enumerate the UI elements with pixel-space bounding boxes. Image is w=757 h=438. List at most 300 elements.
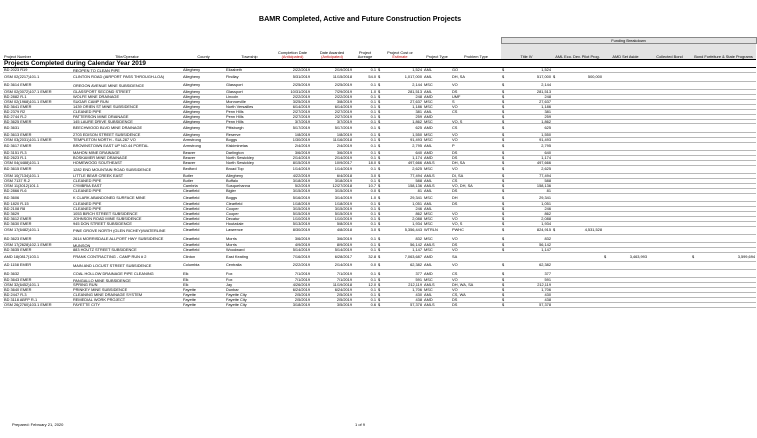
cell-acreage: 0.1 [353, 81, 377, 89]
cell-township: Clearfield [225, 202, 274, 207]
cell-county: Butler [182, 174, 225, 179]
cell-title: PRINKEY MINE SUBSIDENCE [72, 288, 182, 293]
amount-value: 1,706 [412, 287, 422, 293]
cell-problem-type: DS [451, 202, 501, 207]
cell-project-number: BD 1820 R-15 [3, 202, 72, 207]
table-row [3, 302, 756, 307]
cell-township: Allegheny [225, 174, 274, 179]
cell-project-type: AML [423, 90, 451, 95]
cell-completion-date: 7/16/2019 [274, 253, 311, 261]
cell-title: MAHON MINE DRAINAGE [72, 151, 182, 156]
cell-township: Broad Top [225, 165, 274, 173]
cell-completion-date: 7/1/2019 [274, 278, 311, 283]
dollar-sign: $ [692, 254, 695, 260]
cell-completion-date: 8/30/2019 [274, 226, 311, 234]
cell-acreage: 18.0 [353, 160, 377, 165]
cell-project-type: MSC [423, 104, 451, 109]
amount-value: 281,513 [536, 89, 551, 95]
cell-collected-bond [648, 81, 691, 89]
cell-project-number: OSM 11(3012)101.1 [3, 183, 72, 188]
cell-township: Pittsburgh [225, 124, 274, 132]
cell-township: Fox [225, 270, 274, 278]
amount-value: 27,637 [410, 98, 422, 104]
amount-value: 2,625 [412, 166, 422, 172]
amount-value: 1,934 [541, 220, 551, 226]
cell-project-type: MSC [423, 248, 451, 253]
cell-aml-eco-dev [552, 253, 603, 261]
cell-project-type: AML [423, 68, 451, 73]
cell-township: Monroeville [225, 99, 274, 104]
dollar-sign: $ [502, 287, 505, 293]
cell-acreage: 3.0 [353, 174, 377, 179]
dollar-sign: $ [604, 254, 607, 260]
amount-value: 640 [415, 150, 422, 156]
amount-value: 625 [544, 125, 551, 131]
dollar-sign: $ [502, 182, 505, 188]
dollar-sign: $ [502, 187, 505, 193]
dollar-sign: $ [502, 277, 505, 283]
cell-title: PANGALLO MINE SUBSIDENCE [72, 278, 182, 283]
cell-county: Clearfield [182, 226, 225, 234]
col-header-completion-date [274, 44, 311, 60]
col-header-problem-type: Problem Type [451, 44, 501, 60]
cell-township: East Keating [225, 253, 274, 261]
cell-date-awarded: 1/14/2019 [311, 165, 353, 173]
cell-problem-type: DS [451, 155, 501, 160]
cell-amd-set-aside [603, 226, 648, 234]
amount-value: 1,524 [541, 67, 551, 73]
cell-date-awarded: 3/18/2019 [311, 179, 353, 184]
cell-date-awarded: 5/14/2019 [311, 248, 353, 253]
cell-project-type: AMLS [423, 302, 451, 307]
cell-date-awarded: 3/15/2019 [311, 207, 353, 212]
cell-acreage: 0.1 [353, 119, 377, 124]
col-header-project-acreage: Project Acreage [353, 44, 377, 60]
cell-county: Clearfield [182, 235, 225, 243]
cell-township: Penn Hills [225, 114, 274, 119]
prepared-date: Prepared: February 21, 2020 [12, 422, 64, 427]
cell-project-type: MSC [423, 132, 451, 137]
cell-acreage: 0.0 [353, 188, 377, 193]
cell-township: Boggs [225, 193, 274, 201]
cell-township: Fayette City [225, 293, 274, 298]
amount-value: 3,599,694 [737, 254, 756, 260]
cell-project-number: BD 3613 EMER [3, 132, 72, 137]
cell-township: Elizabeth [225, 68, 274, 73]
cell-completion-date: 5/15/2019 [274, 211, 311, 216]
amount-value: 259 [415, 113, 422, 119]
cell-title: CLEANED PIPE [72, 207, 182, 212]
amount-value: 62,382 [410, 262, 422, 268]
cell-aml-eco-dev [552, 302, 603, 307]
dollar-sign: $ [378, 67, 381, 73]
cell-problem-type: DH, SA [451, 73, 501, 81]
amount-value: 246 [415, 206, 422, 212]
cell-aml-eco-dev [552, 193, 603, 201]
cell-completion-date: 3/25/2019 [274, 99, 311, 104]
dollar-sign: $ [502, 178, 505, 184]
report-title: BAMR Completed, Active and Future Construction Projects [258, 14, 462, 23]
cell-project-number: BD 3625 EMER [3, 119, 72, 124]
amount-value: 81 [546, 187, 551, 193]
dollar-sign: $ [378, 194, 381, 200]
cell-collected-bond [648, 270, 691, 278]
cell-township: Jay [225, 283, 274, 288]
amount-value: 4,531,528 [584, 227, 602, 233]
cell-project-type: AMLS [423, 160, 451, 165]
cell-county: Elk [182, 270, 225, 278]
amount-value: 281,513 [407, 89, 422, 95]
cell-completion-date: 5/17/2019 [274, 124, 311, 132]
amount-value: 1,186 [541, 103, 551, 109]
cell-date-awarded: 1/10/2019 [311, 216, 353, 221]
amount-value: 1,550 [541, 131, 551, 137]
cell-date-awarded: 1/18/2019 [311, 202, 353, 207]
dollar-sign: $ [378, 220, 381, 226]
cell-county: Beaver [182, 155, 225, 160]
cell-title: PINE GROVE NORTH (GLEN RICHEY)/WATERLINE [72, 226, 182, 234]
cell-project-type: AMLS [423, 174, 451, 179]
cell-project-cost [377, 261, 423, 269]
cell-county: Allegheny [182, 68, 225, 73]
dollar-sign: $ [553, 227, 556, 233]
amount-value: 1,862 [541, 118, 551, 124]
amount-value: 377 [544, 270, 551, 276]
cell-problem-type: CS [451, 179, 501, 184]
completion-date-sublabel: (Anticipated) [281, 54, 304, 60]
dollar-sign: $ [502, 67, 505, 73]
amount-value: 832 [544, 235, 551, 241]
amount-value: 381 [544, 108, 551, 114]
amount-value: 625 [415, 125, 422, 131]
cell-collected-bond [648, 165, 691, 173]
amount-value: 29,341 [410, 194, 422, 200]
cell-project-type: AML [423, 179, 451, 184]
cell-county: Allegheny [182, 73, 225, 81]
dollar-sign: $ [378, 150, 381, 156]
cell-acreage: 0.1 [353, 207, 377, 212]
cell-acreage: 0.1 [353, 202, 377, 207]
cell-problem-type: SA [451, 253, 501, 261]
cell-problem-type: VO [451, 288, 501, 293]
amount-value: 2,088 [412, 215, 422, 221]
cell-problem-type: PWHC [451, 226, 501, 234]
cell-project-number: BD 3118 ABFP R-1 [3, 298, 72, 303]
cell-date-awarded: 3/14/2019 [311, 193, 353, 201]
cell-acreage: 0.1 [353, 221, 377, 226]
cell-date-awarded: 6/24/2019 [311, 288, 353, 293]
cell-completion-date: 2/22/2019 [274, 68, 311, 73]
cell-date-awarded: 3/8/2019 [311, 99, 353, 104]
cell-project-number: BD 3631 [3, 124, 72, 132]
amount-value: 497,666 [536, 159, 551, 165]
cell-date-awarded: 5/17/2019 [311, 124, 353, 132]
amount-value: 1,147 [412, 247, 422, 253]
cell-problem-type: VO [451, 248, 501, 253]
amount-value: 1,186 [412, 103, 422, 109]
cell-date-awarded: 3/6/2019 [311, 235, 353, 243]
cell-title-iv [501, 226, 552, 234]
cell-completion-date: 3/15/2019 [274, 188, 311, 193]
cell-county: Allegheny [182, 90, 225, 95]
amount-value: 77,494 [410, 173, 422, 179]
amount-value: 1,051 [412, 201, 422, 207]
project-cost-label: Project Cost or [387, 50, 413, 56]
amount-value: 77,494 [539, 173, 551, 179]
cell-completion-date: 1/18/2019 [274, 202, 311, 207]
cell-township: Fayette City [225, 302, 274, 307]
cell-title: SPRING RUN [72, 283, 182, 288]
dollar-sign: $ [378, 287, 381, 293]
cell-project-number: BD 2023 R19 [3, 68, 72, 73]
cell-county: Beaver [182, 160, 225, 165]
cell-date-awarded: 7/29/2019 [311, 90, 353, 95]
amount-value: 1,550 [412, 131, 422, 137]
amount-value: 29,341 [539, 194, 551, 200]
amount-value: 824,915 [536, 227, 551, 233]
cell-completion-date: 3/18/2019 [274, 302, 311, 307]
section-heading: Projects Completed during Calendar Year 2019 [3, 60, 756, 68]
cell-county: Armstrong [182, 142, 225, 150]
cell-project-number: BD 3640 EMER [3, 288, 72, 293]
cell-project-number: BD 3632 [3, 270, 72, 278]
cell-acreage: 1.0 [353, 193, 377, 201]
cell-problem-type: P [451, 142, 501, 150]
cell-title: MUNSON [72, 243, 182, 248]
dollar-sign: $ [378, 131, 381, 137]
cell-problem-type: UMF [451, 95, 501, 100]
cell-project-type: MSC [423, 278, 451, 283]
cell-date-awarded: 2/27/2019 [311, 114, 353, 119]
cell-title: JOHNSON ROAD MINE SUBSIDENCE [72, 216, 182, 221]
cell-title: BROWNSTOWN EAST UP NO.44 PORTAL [72, 142, 182, 150]
amount-value: 430 [544, 292, 551, 298]
dollar-sign: $ [378, 227, 381, 233]
dollar-sign: $ [378, 166, 381, 172]
cell-acreage: 0.1 [353, 114, 377, 119]
cell-title: 145 LAURE DRIVE SUBSIDENCE [72, 119, 182, 124]
cell-acreage: 0.1 [353, 298, 377, 303]
cell-date-awarded: 7/1/2019 [311, 278, 353, 283]
cell-amd-set-aside [603, 124, 648, 132]
cell-county: Fayette [182, 293, 225, 298]
cell-project-number: OSM 04(4488)101.1 [3, 160, 72, 165]
cell-county: Clearfield [182, 193, 225, 201]
cell-date-awarded: 2/5/2019 [311, 293, 353, 298]
amount-value: 497,666 [407, 159, 422, 165]
cell-township: Glassport [225, 90, 274, 95]
cell-project-number: BD 3623 EMER [3, 235, 72, 243]
cell-county: Fayette [182, 288, 225, 293]
cell-county: Allegheny [182, 81, 225, 89]
dollar-sign: $ [502, 220, 505, 226]
cell-county: Clearfield [182, 188, 225, 193]
dollar-sign: $ [378, 242, 381, 248]
dollar-sign: $ [378, 254, 381, 260]
cell-title: LITTLE BEAR CREEK EAST [72, 174, 182, 179]
cell-date-awarded: 11/15/2018 [311, 73, 353, 81]
dollar-sign: $ [378, 215, 381, 221]
dollar-sign: $ [502, 89, 505, 95]
cell-bond-forfeiture [691, 226, 756, 234]
cell-title: REMEDIAL WORK PROJECT [72, 298, 182, 303]
cell-county: Allegheny [182, 95, 225, 100]
cell-aml-eco-dev [552, 270, 603, 278]
dollar-sign: $ [502, 74, 505, 80]
dollar-sign: $ [378, 74, 381, 80]
amount-value: 81 [417, 187, 422, 193]
dollar-sign: $ [502, 227, 505, 233]
dollar-sign: $ [502, 94, 505, 99]
dollar-sign: $ [502, 118, 505, 124]
cell-project-number: AMD 18(0817)103.1 [3, 253, 72, 261]
cell-acreage: 0.1 [353, 68, 377, 73]
dollar-sign: $ [378, 173, 381, 179]
cell-title: GLASSPORT SECOND STREET [72, 90, 182, 95]
dollar-sign: $ [502, 154, 505, 160]
cell-title: BOSKAMER MINE DRAINAGE [72, 155, 182, 160]
cell-project-cost [377, 253, 423, 261]
amount-value: 381 [415, 108, 422, 114]
cell-date-awarded: 2/22/2019 [311, 95, 353, 100]
cell-aml-eco-dev [552, 261, 603, 269]
amount-value: 438 [544, 297, 551, 303]
dollar-sign: $ [378, 113, 381, 119]
cell-township: Decatur [225, 216, 274, 221]
cell-date-awarded: 5/15/2019 [311, 211, 353, 216]
cell-project-number: OSM 32(6452)101.1 [3, 283, 72, 288]
col-header-amd-set-aside: AMD Set Aside [603, 44, 648, 60]
amount-value: 1,706 [541, 287, 551, 293]
cell-project-cost [377, 73, 423, 81]
table-row [3, 253, 756, 261]
amount-value: 27,637 [539, 98, 551, 104]
cell-completion-date: 2/22/2019 [274, 95, 311, 100]
dollar-sign: $ [502, 282, 505, 288]
cell-completion-date: 5/13/2019 [274, 221, 311, 226]
cell-project-number: BD 3612 EMER [3, 216, 72, 221]
cell-completion-date: 2/27/2019 [274, 114, 311, 119]
dollar-sign: $ [502, 131, 505, 137]
table-row [3, 261, 756, 269]
cell-problem-type: VO [451, 261, 501, 269]
cell-date-awarded: 5/8/2019 [311, 221, 353, 226]
cell-township: Lawrence [225, 226, 274, 234]
cell-project-type: AML [423, 202, 451, 207]
amount-value: 832 [415, 235, 422, 241]
cell-aml-eco-dev [552, 142, 603, 150]
cell-acreage: 0.1 [353, 293, 377, 298]
cell-bond-forfeiture [691, 165, 756, 173]
cell-project-number: BD 3630 EMER [3, 221, 72, 226]
cell-title: BEECHWOOD BLVD MINE DRAINAGE [72, 124, 182, 132]
amount-value: 2,088 [541, 215, 551, 221]
dollar-sign: $ [378, 277, 381, 283]
cell-date-awarded: 3/15/2019 [311, 188, 353, 193]
dollar-sign: $ [502, 262, 505, 268]
amount-value: 377 [415, 270, 422, 276]
cell-aml-eco-dev [552, 81, 603, 89]
dollar-sign: $ [502, 206, 505, 212]
dollar-sign: $ [502, 173, 505, 179]
cell-county: Allegheny [182, 104, 225, 109]
amount-value: 91,493 [410, 136, 422, 142]
cell-collected-bond [648, 193, 691, 201]
cell-project-type: WTRLN [423, 226, 451, 234]
cell-date-awarded: 2/5/2019 [311, 298, 353, 303]
dollar-sign: $ [378, 235, 381, 241]
cell-collected-bond [648, 302, 691, 307]
cell-county: Fayette [182, 302, 225, 307]
cell-project-type: MSC [423, 193, 451, 201]
cell-title: COAL HOLLOW DRAINAGE PIPE CLEANING [72, 270, 182, 278]
cell-date-awarded: 6/4/2018 [311, 174, 353, 179]
cell-date-awarded: 11/16/2018 [311, 137, 353, 142]
cell-acreage: 0.1 [353, 270, 377, 278]
cell-township: Woodward [225, 248, 274, 253]
cell-problem-type: VO [451, 104, 501, 109]
cell-problem-type: DH, SA [451, 160, 501, 165]
cell-date-awarded: 2/25/2019 [311, 81, 353, 89]
cell-county: Elk [182, 278, 225, 283]
cell-township: Dunbar [225, 288, 274, 293]
cell-project-type: AML [423, 293, 451, 298]
cell-bond-forfeiture [691, 253, 756, 261]
cell-completion-date: 1/10/2019 [274, 216, 311, 221]
cell-title: 1439 ORIEN ST MINE SUBSIDENCE [72, 104, 182, 109]
cell-township: Buffalo [225, 179, 274, 184]
amount-value: 62,382 [539, 262, 551, 268]
cell-problem-type: DS [451, 90, 501, 95]
cell-title: MAIN AND LOCUST STREET SUBSIDENCE [72, 261, 182, 269]
cell-completion-date: 1/30/2019 [274, 137, 311, 142]
amount-value: 57,378 [539, 301, 551, 307]
cell-township: Fox [225, 278, 274, 283]
amount-value: 56,142 [410, 242, 422, 248]
cell-project-type: MSC [423, 288, 451, 293]
amount-value: 2,795 [541, 143, 551, 149]
cell-project-number: AD 1158 EMER [3, 261, 72, 269]
cell-township: Susquehanna [225, 183, 274, 188]
cell-title-iv [501, 302, 552, 307]
cell-project-number: BD 3615 EMER [3, 165, 72, 173]
cell-township: Centralia [225, 261, 274, 269]
cell-collected-bond [648, 73, 691, 81]
amount-value: 1,017,000 [404, 74, 422, 80]
cell-township: Cooper [225, 211, 274, 216]
table-row [3, 226, 756, 234]
amount-value: 862 [544, 210, 551, 216]
cell-problem-type: DS [451, 151, 501, 156]
cell-completion-date: 3/15/2019 [274, 207, 311, 212]
dollar-sign: $ [502, 270, 505, 276]
cell-project-number: OSM 02(1968)101.1 EMER [3, 99, 72, 104]
cell-project-number: OSM 02(2217)101.1 [3, 73, 72, 81]
cell-township: Lincoln [225, 95, 274, 100]
cell-bond-forfeiture [691, 261, 756, 269]
cell-amd-set-aside [603, 81, 648, 89]
cell-date-awarded: 3/6/2019 [311, 151, 353, 156]
cell-county: Allegheny [182, 109, 225, 114]
cell-title-iv [501, 261, 552, 269]
cell-township: Cooper [225, 207, 274, 212]
cell-project-number: BD 3641 EMER [3, 104, 72, 109]
amount-value: 640 [544, 150, 551, 156]
amount-value: 517,000 [536, 74, 551, 80]
cell-acreage: 0.1 [353, 216, 377, 221]
cell-township: Darlington [225, 151, 274, 156]
cell-acreage: 0.1 [353, 124, 377, 132]
